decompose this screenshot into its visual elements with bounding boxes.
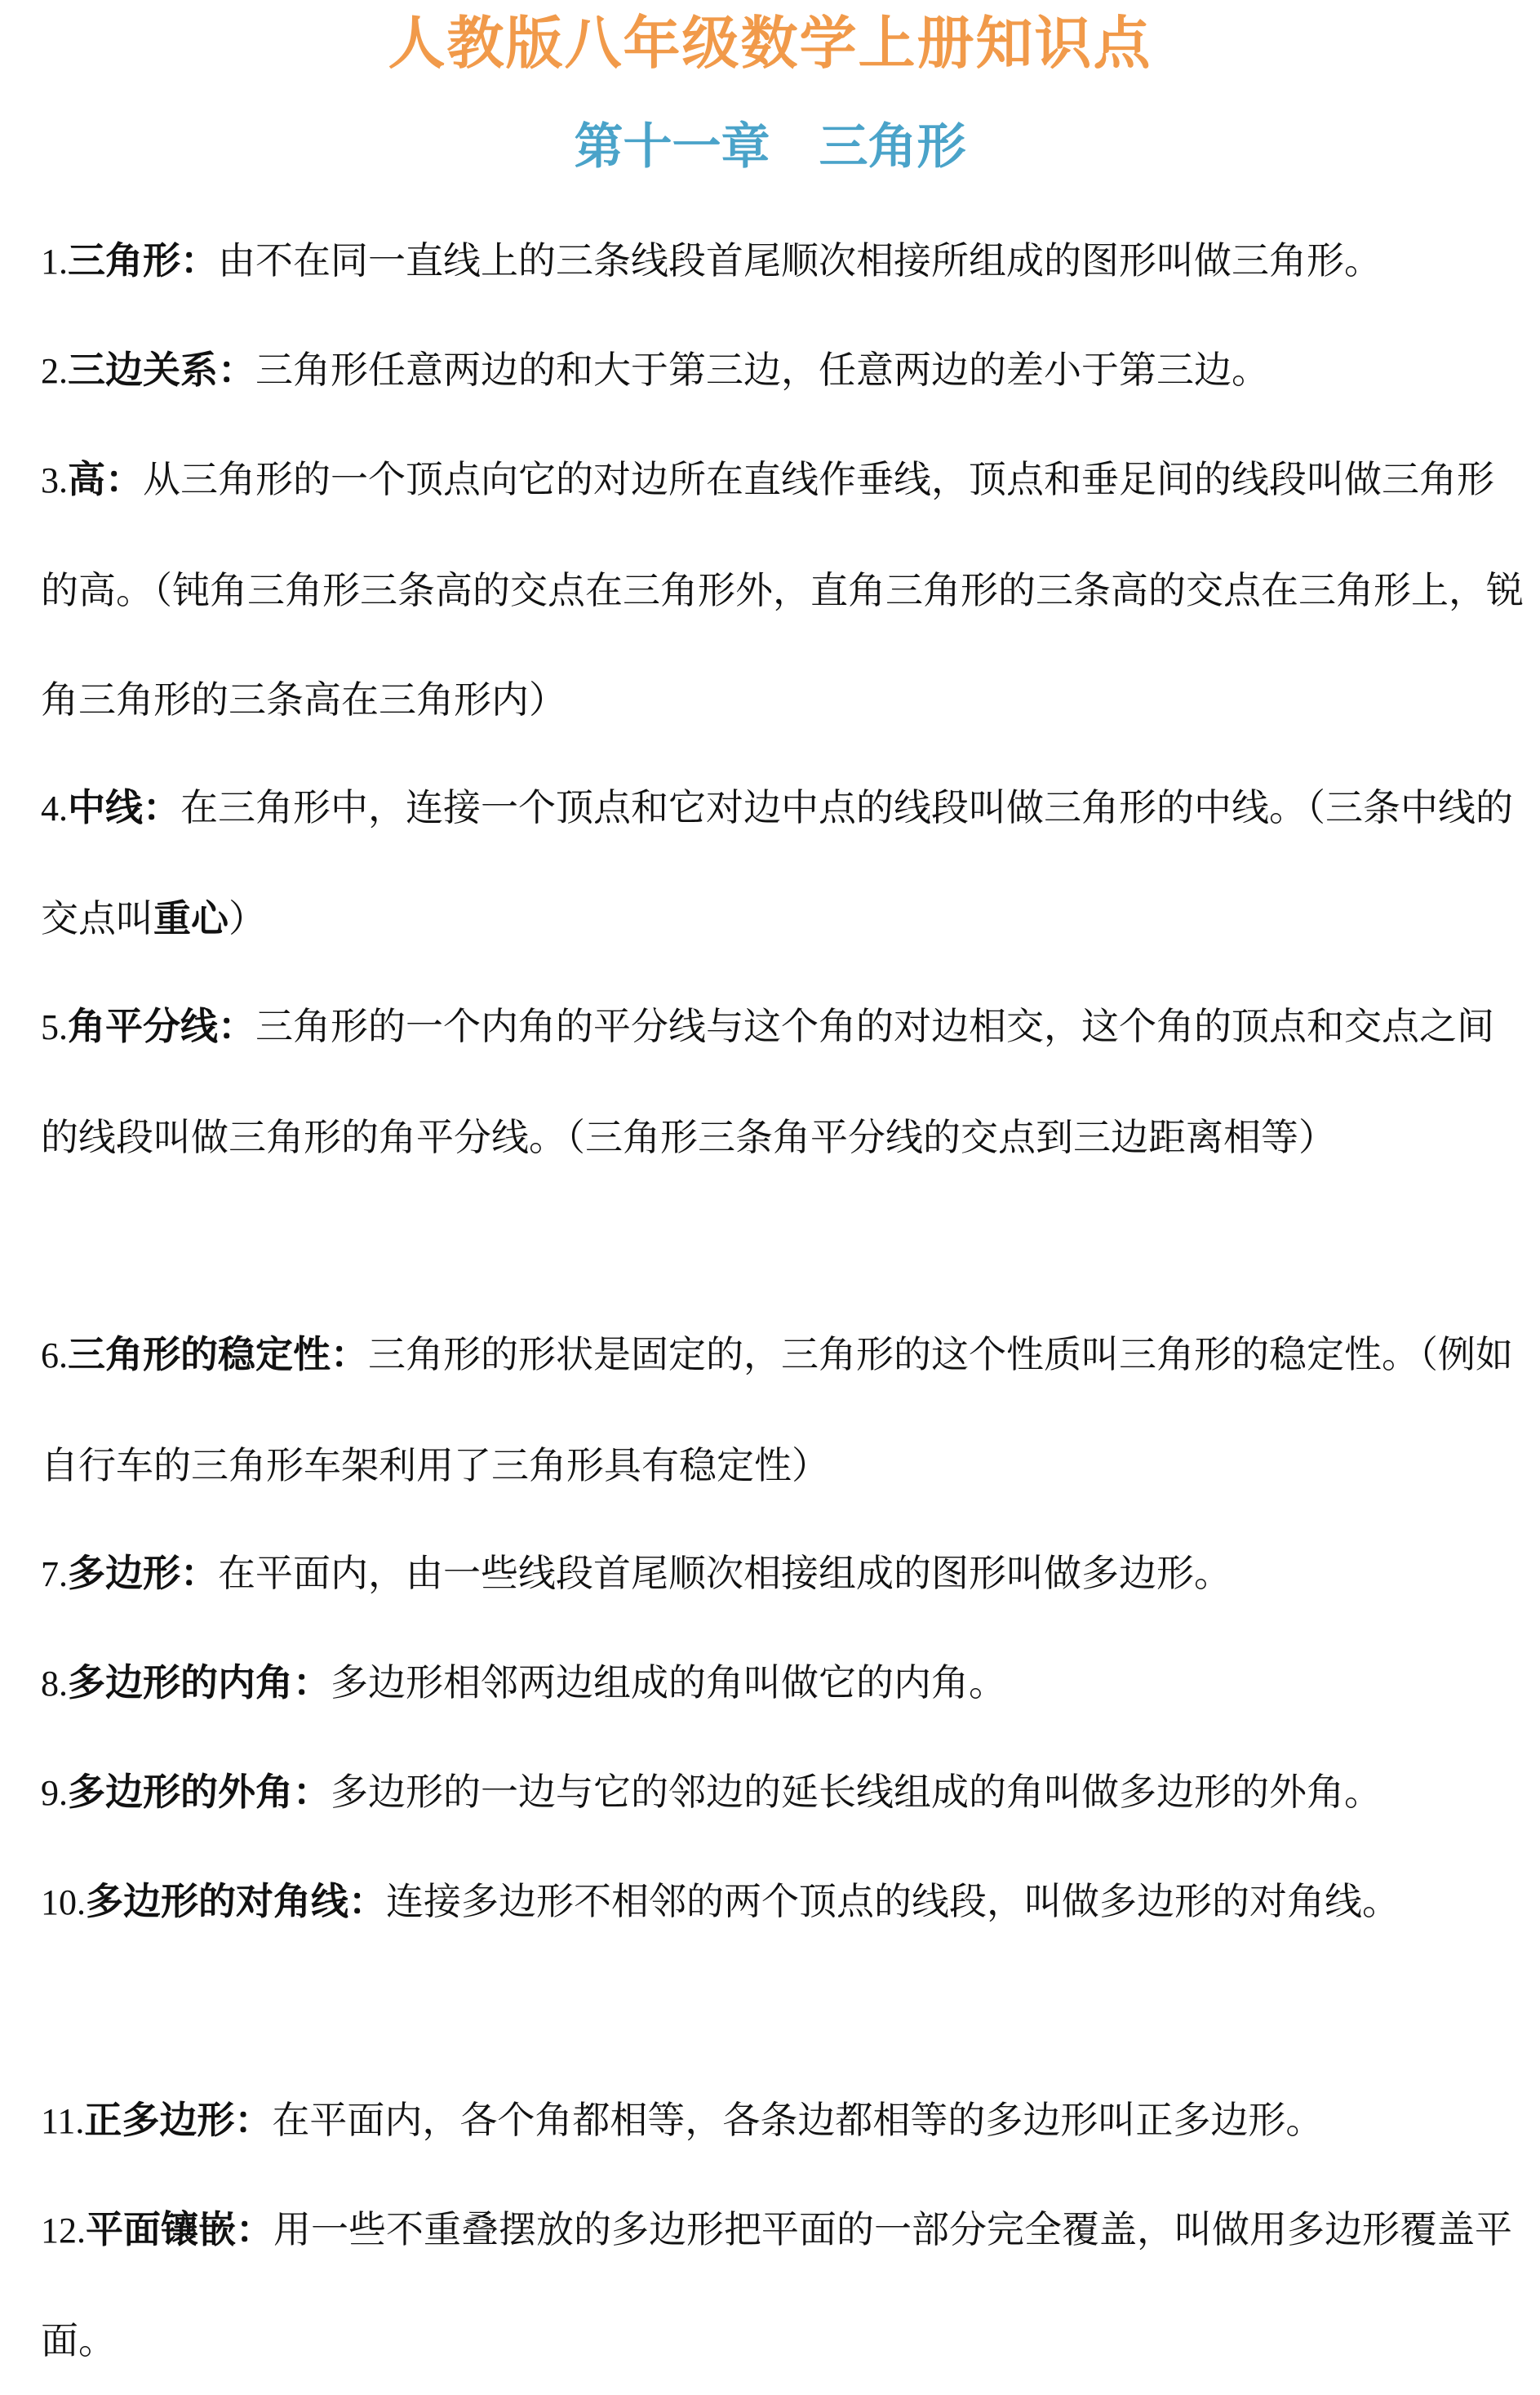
item-term: 多边形的对角线：	[86, 1879, 386, 1923]
item-number: 2.	[41, 351, 68, 391]
item-text: 连接多边形不相邻的两个顶点的线段，叫做多边形的对角线。	[386, 1879, 1400, 1923]
item-text: 在平面内，各个角都相等，各条边都相等的多边形叫正多边形。	[272, 2098, 1324, 2142]
list-item-7	[41, 1518, 1526, 1629]
item-term: 多边形的外角：	[68, 1770, 331, 1814]
item-text: 用一些不重叠摆放的多边形把平面的一部分完全覆盖，叫做用多边形覆盖平面。	[41, 2207, 1512, 2362]
item-text: 由不在同一直线上的三条线段首尾顺次相接所组成的图形叫做三角形。	[218, 238, 1382, 282]
list-item-1	[41, 206, 1526, 317]
list-item-2	[41, 315, 1526, 426]
item-number: 7.	[41, 1554, 68, 1594]
item-term: 多边形：	[68, 1551, 218, 1595]
item-text: 多边形相邻两边组成的角叫做它的内角。	[331, 1660, 1006, 1704]
item-text: 三角形的形状是固定的，三角形的这个性质叫三角形的稳定性。（例如自行车的三角形车架利用了三角形具有稳定性）	[41, 1332, 1513, 1487]
list-item-10	[41, 1846, 1526, 1957]
item-term: 三边关系：	[68, 348, 255, 392]
item-text: 在三角形中，连接一个顶点和它对边中点的线段叫做三角形的中线。（三条中线的交点叫	[41, 785, 1513, 940]
item-number: 4.	[41, 789, 68, 829]
item-number: 3.	[41, 460, 68, 500]
item-text: 三角形任意两边的和大于第三边，任意两边的差小于第三边。	[255, 348, 1269, 392]
item-term: 高：	[68, 457, 143, 501]
item-number: 10.	[41, 1882, 86, 1922]
item-number: 6.	[41, 1335, 68, 1375]
list-item-12	[41, 2175, 1526, 2395]
item-text: 在平面内，由一些线段首尾顺次相接组成的图形叫做多边形。	[218, 1551, 1232, 1595]
item-number: 1.	[41, 242, 68, 282]
item-number: 12.	[41, 2211, 86, 2251]
list-item-3	[41, 424, 1526, 754]
item-term: 角平分线：	[68, 1004, 255, 1048]
item-term: 多边形的内角：	[68, 1660, 331, 1704]
item-number: 8.	[41, 1664, 68, 1704]
list-item-11	[41, 2065, 1526, 2176]
item-term: 正多边形：	[84, 2098, 273, 2142]
item-text: 多边形的一边与它的邻边的延长线组成的角叫做多边形的外角。	[331, 1770, 1382, 1814]
item-text: 从三角形的一个顶点向它的对边所在直线作垂线，顶点和垂足间的线段叫做三角形的高。（钝角三角形三条高的交点在三角形外，直角三角形的三条高的交点在三角形上，锐角三角形的三条高在三角形内）	[41, 457, 1524, 722]
item-term: 三角形的稳定性：	[68, 1332, 368, 1376]
item-text-after: ）	[229, 896, 266, 940]
list-item-5	[41, 971, 1526, 1192]
chapter-title: 第十一章 三角形	[574, 118, 966, 176]
item-term: 中线：	[68, 785, 180, 829]
item-text: 三角形的一个内角的平分线与这个角的对边相交，这个角的顶点和交点之间的线段叫做三角形的角平分线。（三角形三条角平分线的交点到三边距离相等）	[41, 1004, 1494, 1159]
item-number: 5.	[41, 1007, 68, 1047]
list-item-6	[41, 1300, 1526, 1520]
item-bold-term: 重心	[153, 896, 229, 940]
item-number: 9.	[41, 1773, 68, 1813]
list-item-8	[41, 1628, 1526, 1739]
list-item-9	[41, 1737, 1526, 1848]
item-term: 平面镶嵌：	[86, 2207, 273, 2251]
item-number: 11.	[41, 2101, 85, 2141]
item-term: 三角形：	[68, 238, 218, 282]
document-title: 人教版八年级数学上册知识点	[388, 10, 1152, 77]
list-item-4	[41, 753, 1526, 973]
